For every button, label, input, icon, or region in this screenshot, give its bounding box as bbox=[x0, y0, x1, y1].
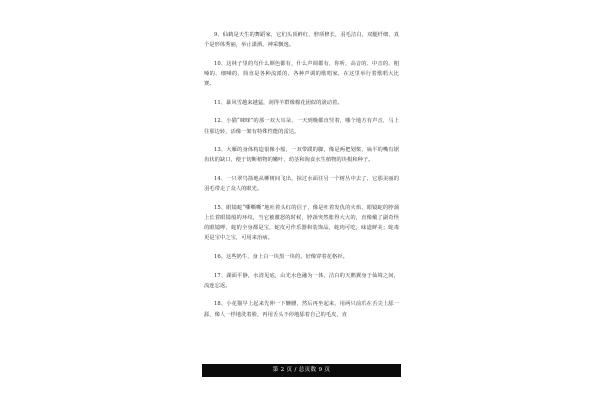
paragraph-15: 15、眼镜蛇“嘶嘶嘶”地吐着头红的信子，像是吐着发仇的火焰，眼镜蛇的脖颈上长着眼镜般的环纹，当它被激怒的时候，脖颈突然胀得大大的，直像戴了副奇怪的眼镜呷，蛇的全身都是宝，蛇皮可作乐器和装饰品，蛇肉可吃，味道鲜美；蛇毒更是宝中之宝，可用来治病。 bbox=[204, 204, 399, 242]
paragraph-14: 14、一只翠鸟箭地从柳树间飞出，掠过水面往另一个树丛中去了，它那美丽的羽毛带走了众人的眼光。 bbox=[204, 175, 399, 193]
paragraph-16: 16、这些奶牛，身上白一块黑一块的，好像穿着花格衫。 bbox=[214, 253, 348, 260]
paragraph-18: 18、小花猫早上起来先伸一下懒腰，然后再坐起来，用两只前爪在舌尖上舔一舔，像人一样地洗着脸，再用舌头不停地舔着自己的毛皮，直 bbox=[204, 301, 399, 318]
paragraph-11: 11、暴风雪越来越猛，刮得羊群像棉花团似的滚动着。 bbox=[214, 99, 343, 106]
paragraph-10: 10、这林子里的鸟什么颜色都有，什么声调都有，你听，高音的、中音的、粗嗓的、细嗓的，简直是各种流派的、各种声调的歌唱家，在这里举行着歌唱大比赛。 bbox=[204, 60, 399, 88]
document-body bbox=[204, 30, 399, 328]
paragraph-12: 12、小猫“咪咪”的那一双大耳朵，一天到晚都直竖着，哪个地方有声音，马上往那边转，活像一架有特殊性能的雷达。 bbox=[204, 118, 399, 135]
paragraph-17: 17、湖面平静，水清见底，山光水色融为一体，洁白的天鹅翼身于仙境之间，流连忘返。 bbox=[204, 272, 399, 289]
paragraph-9: 9、仙鹤是天生的舞蹈家，它们头顶鲜红，脖项修长，羽毛洁白，双腿纤细，真个是形体秀丽，举止潇洒，神采飘逸。 bbox=[204, 32, 399, 49]
paragraph-13: 13、大雁的身体构造很像小船，一双带蹼的脚，像是两把划桨，扁平的嘴有锯齿状的缺口，便于切断植物的嫩叶，幼茎和淘食水生植物的块根和种子。 bbox=[204, 147, 399, 164]
page-footer: 第 2 页 / 总页数 9 页 bbox=[202, 364, 401, 377]
